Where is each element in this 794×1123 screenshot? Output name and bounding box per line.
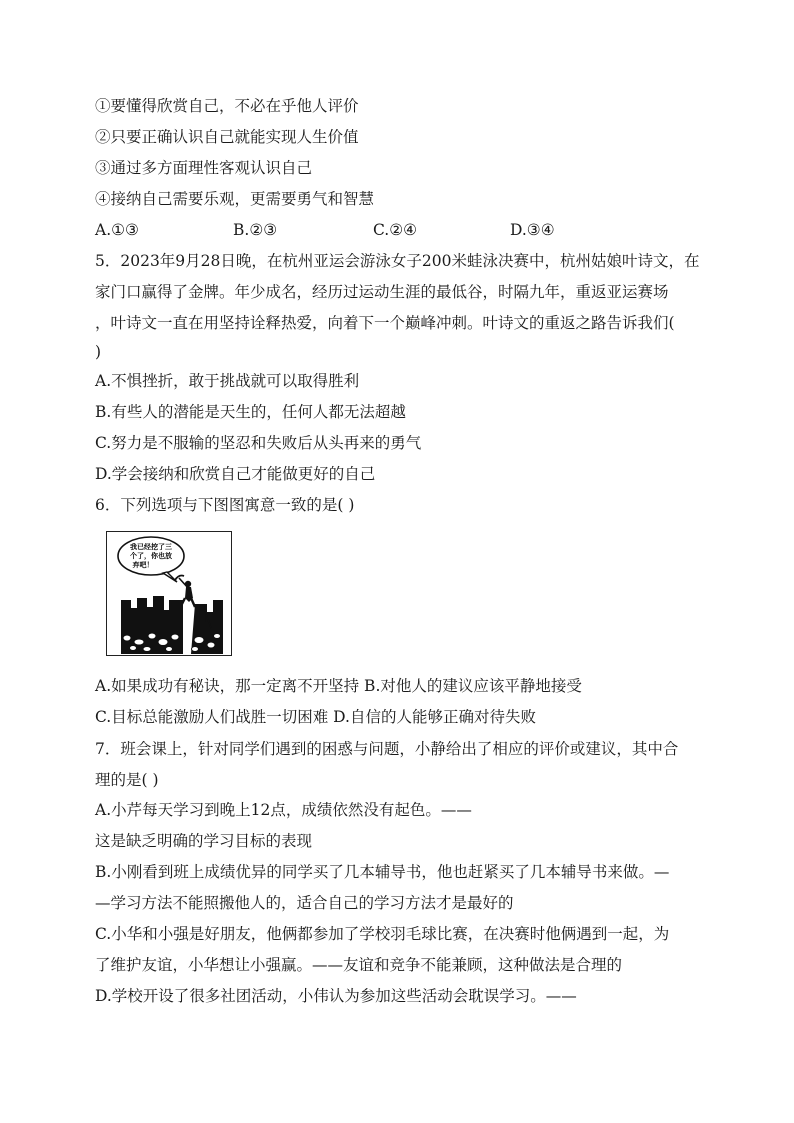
q6-stem: 6．下列选项与下图图寓意一致的是( ) <box>95 496 355 514</box>
q5-stem-line-4: ) <box>95 343 102 361</box>
q7-stem-line-1: 7．班会课上，针对同学们遇到的困惑与问题，小静给出了相应的评价或建议，其中合 <box>95 740 679 758</box>
q5-option-a: A.不惧挫折，敢于挑战就可以取得胜利 <box>95 372 360 390</box>
q7-option-a-line-1: A.小芹每天学习到晚上12点，成绩依然没有起色。—— <box>95 801 472 819</box>
q7-option-c-line-2: 了维护友谊，小华想让小强赢。——友谊和竞争不能兼顾，这种做法是合理的 <box>95 956 623 974</box>
q7-option-a-line-2: 这是缺乏明确的学习目标的表现 <box>95 832 313 850</box>
bubble-text-3: 弃吧！ <box>132 561 154 569</box>
q7-option-d-line-1: D.学校开设了很多社团活动，小伟认为参加这些活动会耽误学习。—— <box>95 987 577 1005</box>
q7-option-c-line-1: C.小华和小强是好朋友，他俩都参加了学校羽毛球比赛，在决赛时他俩遇到一起，为 <box>95 925 670 943</box>
bubble-text-2: 个了，你也放 <box>130 552 172 560</box>
q4-statement-1: ①要懂得欣赏自己，不必在乎他人评价 <box>95 97 359 115</box>
q7-option-b-line-1: B.小刚看到班上成绩优异的同学买了几本辅导书，他也赶紧买了几本辅导书来做。— <box>95 863 670 881</box>
q4-option-c: C.②④ <box>373 221 418 239</box>
dug-pits-silhouette <box>121 596 183 654</box>
q4-option-a: A.①③ <box>95 221 139 239</box>
q4-statement-2: ②只要正确认识自己就能实现人生价值 <box>95 128 359 146</box>
q4-option-d: D.③④ <box>510 221 555 239</box>
q5-stem-line-3: ，叶诗文一直在用坚持诠释热爱，向着下一个巅峰冲刺。叶诗文的重返之路告诉我们( <box>95 314 675 332</box>
q5-option-d: D.学会接纳和欣赏自己才能做更好的自己 <box>95 465 376 483</box>
q5-stem-line-1: 5．2023年9月28日晚，在杭州亚运会游泳女子200米蛙泳决赛中，杭州姑娘叶诗文，在 <box>95 252 700 270</box>
q7-option-b-line-2: —学习方法不能照搬他人的，适合自己的学习方法才是最好的 <box>95 894 514 912</box>
q6-cartoon-figure <box>106 531 232 656</box>
q4-option-b: B.②③ <box>233 221 278 239</box>
q5-option-c: C.努力是不服输的坚忍和失败后从头再来的勇气 <box>95 434 422 452</box>
bubble-text-1: 我已经挖了三 <box>130 543 172 551</box>
q6-options-line-2: C.目标总能激励人们战胜一切困难 D.自信的人能够正确对待失败 <box>95 708 536 726</box>
cartoon-illustration <box>107 532 230 654</box>
q6-options-line-1: A.如果成功有秘诀，那一定离不开坚持 B.对他人的建议应该平静地接受 <box>95 677 582 695</box>
q5-option-b: B.有些人的潜能是天生的，任何人都无法超越 <box>95 403 406 421</box>
q7-stem-line-2: 理的是( ) <box>95 771 159 789</box>
q4-statement-4: ④接纳自己需要乐观，更需要勇气和智慧 <box>95 190 375 208</box>
q4-statement-3: ③通过多方面理性客观认识自己 <box>95 159 313 177</box>
q4-options <box>95 220 655 240</box>
q5-stem-line-2: 家门口赢得了金牌。年少成名，经历过运动生涯的最低谷，时隔九年，重返亚运赛场 <box>95 283 669 301</box>
